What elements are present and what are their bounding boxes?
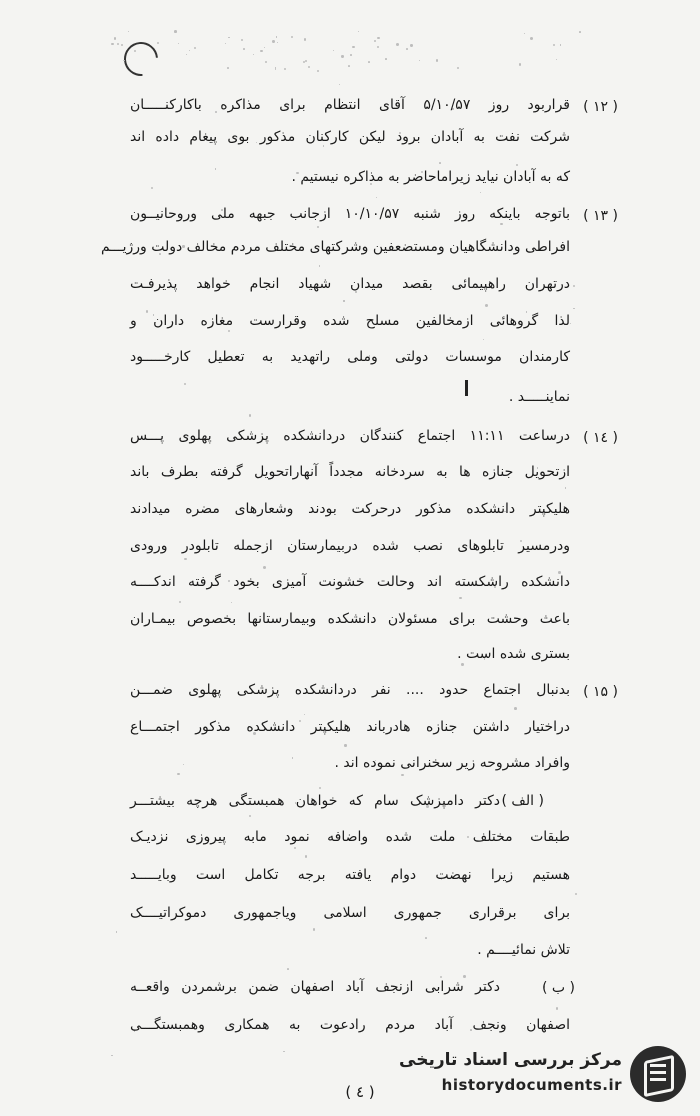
scan-speckle bbox=[483, 339, 484, 340]
text-line: وافراد مشروحه زیر سخنرانی نموده اند . bbox=[334, 755, 570, 771]
scan-speckle bbox=[177, 773, 179, 775]
text-line: باتوجه باینکه روز شنبه ۱۰/۱۰/۵۷ ازجانب جبهه ملی وروحانیــون bbox=[130, 206, 570, 222]
scan-speckle bbox=[348, 65, 350, 67]
scan-speckle bbox=[121, 44, 123, 46]
scan-speckle bbox=[241, 39, 243, 41]
scan-speckle bbox=[344, 744, 346, 746]
scan-speckle bbox=[111, 43, 114, 46]
text-line: دکتر دامپزشک سام که خواهان همبستگی هرچه بیشتـــر bbox=[130, 793, 500, 809]
scan-speckle bbox=[228, 37, 230, 39]
scan-speckle bbox=[457, 67, 459, 69]
scan-speckle bbox=[249, 414, 251, 416]
scan-speckle bbox=[352, 46, 355, 49]
text-line: هلیکپتر دانشکده مذکور درحرکت بودند وشعارهای مضره میدادند bbox=[130, 501, 570, 517]
page-number: ( ٤ ) bbox=[345, 1083, 375, 1101]
scan-speckle bbox=[480, 192, 481, 193]
text-line: اصفهان ونجف آباد مردم رادعوت به همکاری وهمبستگـــی bbox=[130, 1017, 570, 1033]
text-line: شرکت نفت به آبادان برود لیکن کارکنان مذکور بوی پیغام داده اند bbox=[130, 129, 570, 145]
scan-speckle bbox=[579, 31, 581, 33]
text-line: لذا گروهائی ازمخالفین مسلح شده وقرارست مغازه داران و bbox=[130, 313, 570, 329]
text-line: که به آبادان نیاید زیراماحاضر به مذاکره نیستیم . bbox=[291, 169, 570, 185]
scan-speckle bbox=[277, 42, 278, 43]
text-line: ودرمسیر تابلوهای نصب شده دربیمارستان ازجمله تابلودر ورودی bbox=[130, 538, 570, 554]
scan-speckle bbox=[570, 323, 571, 324]
scan-speckle bbox=[425, 937, 427, 939]
scan-speckle bbox=[461, 663, 464, 666]
scan-speckle bbox=[283, 1051, 284, 1052]
scan-speckle bbox=[368, 61, 370, 63]
text-line: دکتر شرابی ازنجف آباد اصفهان ضمن برشمردن واقعــه bbox=[130, 979, 500, 995]
scan-speckle bbox=[339, 84, 340, 85]
scan-speckle bbox=[304, 714, 305, 715]
scan-speckle bbox=[333, 50, 335, 52]
text-line: برای برقراری جمهوری اسلامی ویاجمهوری دموکراتیــــک bbox=[130, 905, 570, 921]
scan-speckle bbox=[260, 50, 262, 52]
scan-speckle bbox=[305, 855, 308, 858]
text-line: بستری شده است . bbox=[457, 646, 570, 662]
text-line: ازتحویل جنازه ها به سردخانه مجدداً آنهاراتحویل گرفته بطرف باند bbox=[130, 464, 570, 480]
scan-speckle bbox=[530, 37, 533, 40]
scan-speckle bbox=[439, 162, 441, 164]
text-line: افراطی ودانشگاهیان ومستضعفین وشرکتهای مختلف مردم مخالف دولت ورژیـــم bbox=[100, 239, 570, 255]
item-number-13: ( ۱۳ ) bbox=[583, 208, 618, 224]
scan-speckle bbox=[284, 68, 286, 70]
scan-speckle bbox=[553, 44, 555, 46]
scan-speckle bbox=[319, 787, 321, 789]
scan-speckle bbox=[228, 330, 230, 332]
scan-speckle bbox=[111, 1055, 112, 1056]
watermark-url: historydocuments.ir bbox=[441, 1076, 622, 1094]
item-number-14: ( ۱٤ ) bbox=[583, 430, 618, 446]
scan-speckle bbox=[565, 487, 567, 489]
scan-speckle bbox=[249, 815, 251, 817]
sub-item-be: ( ب ) bbox=[541, 980, 575, 996]
text-line: طبقات مختلف ملت شده واضافه نمود مابه پیروزی نزدیـک bbox=[130, 829, 570, 845]
scan-speckle bbox=[556, 59, 557, 60]
scan-speckle bbox=[265, 61, 267, 63]
scan-speckle bbox=[485, 304, 488, 307]
scan-speckle bbox=[291, 36, 293, 38]
scan-speckle bbox=[406, 48, 408, 50]
scan-speckle bbox=[305, 60, 307, 62]
text-line: قراربود روز ۵/۱۰/۵۷ آقای انتظام برای مذاکره باکارکنـــــان bbox=[130, 97, 570, 113]
watermark-title: مرکز بررسی اسناد تاریخی bbox=[399, 1050, 622, 1070]
scan-speckle bbox=[385, 58, 387, 60]
scan-speckle bbox=[358, 31, 359, 32]
item-number-12: ( ۱۲ ) bbox=[583, 99, 618, 115]
scan-speckle bbox=[194, 47, 197, 50]
scan-speckle bbox=[184, 383, 186, 385]
scan-speckle bbox=[272, 40, 275, 43]
scan-speckle bbox=[377, 46, 379, 48]
scan-speckle bbox=[304, 38, 307, 41]
text-line: باعث وحشت برای مسئولان دانشکده وبیمارستانها بخصوص بیمـاران bbox=[130, 611, 570, 627]
scan-speckle bbox=[436, 59, 439, 62]
scan-speckle bbox=[275, 69, 276, 70]
scan-speckle bbox=[178, 43, 179, 44]
scan-speckle bbox=[225, 43, 226, 44]
scan-speckle bbox=[114, 37, 116, 39]
scan-speckle bbox=[575, 893, 577, 895]
scan-speckle bbox=[184, 558, 186, 560]
scan-speckle bbox=[410, 44, 412, 46]
scan-speckle bbox=[263, 566, 266, 569]
scan-speckle bbox=[151, 187, 153, 189]
scan-speckle bbox=[117, 43, 119, 45]
scan-speckle bbox=[341, 55, 343, 57]
scan-speckle bbox=[179, 601, 181, 603]
text-line: دراختیار داشتن جنازه هادرباند هلیکپتر دانشکده مذکور اجتمـــاع bbox=[130, 719, 570, 735]
scan-speckle bbox=[186, 54, 187, 55]
text-line: نماینـــــد . bbox=[508, 389, 570, 405]
scan-speckle bbox=[116, 931, 117, 932]
scan-speckle bbox=[524, 33, 525, 34]
scan-speckle bbox=[294, 847, 296, 849]
scan-speckle bbox=[459, 597, 462, 600]
scan-speckle bbox=[350, 54, 352, 56]
scan-speckle bbox=[317, 226, 319, 228]
text-line: درساعت ۱۱:۱۱ اجتماع کنندگان دردانشکده پزشکی پهلوی پـــس bbox=[130, 428, 570, 444]
scan-speckle bbox=[174, 30, 177, 33]
sub-item-alef: ( الف ) bbox=[501, 793, 544, 809]
scan-speckle bbox=[243, 48, 245, 50]
scan-speckle bbox=[401, 774, 404, 777]
scan-speckle bbox=[157, 42, 159, 44]
scan-speckle bbox=[519, 63, 521, 65]
text-line: درتهران راهپیمائی بقصد میدان شهیاد انجام خواهد پذیرفـت bbox=[130, 276, 570, 292]
scan-speckle bbox=[343, 300, 344, 301]
scan-speckle bbox=[573, 285, 576, 288]
scan-speckle bbox=[573, 308, 574, 309]
archive-watermark bbox=[399, 1044, 686, 1104]
scan-speckle bbox=[374, 40, 376, 42]
scan-speckle bbox=[287, 968, 289, 970]
archive-logo-icon bbox=[630, 1046, 686, 1102]
scan-speckle bbox=[377, 37, 380, 40]
scan-speckle bbox=[317, 70, 319, 72]
text-line: بدنبال اجتماع حدود .... نفر دردانشکده پزشکی پهلوی ضمـــن bbox=[130, 682, 570, 698]
scan-speckle bbox=[556, 1007, 559, 1010]
scan-speckle bbox=[231, 602, 232, 603]
scan-speckle bbox=[276, 36, 278, 38]
scan-speckle bbox=[313, 928, 315, 930]
item-number-15: ( ۱۵ ) bbox=[583, 684, 618, 700]
text-line: هستیم زیرا نهضت دوام یافته برجه تکامل است وبایـــــد bbox=[130, 867, 570, 883]
scan-speckle bbox=[516, 164, 518, 166]
scan-speckle bbox=[253, 54, 254, 55]
text-line: دانشکده راشکسته اند وحالت خشونت آمیزی بخود گرفته اندکــــه bbox=[130, 574, 570, 590]
text-line: کارمندان موسسات دولتی وملی راتهدید به تعطیل کارخـــــود bbox=[130, 349, 570, 365]
scan-speckle bbox=[189, 50, 190, 51]
scan-speckle bbox=[376, 197, 377, 198]
scan-speckle bbox=[560, 44, 562, 46]
scan-speckle bbox=[227, 67, 229, 69]
scan-speckle bbox=[319, 265, 320, 266]
scan-speckle bbox=[419, 60, 420, 61]
text-line: تلاش نمائیــــم . bbox=[477, 942, 570, 958]
scan-speckle bbox=[308, 66, 310, 68]
scan-speckle bbox=[396, 43, 399, 46]
scan-speckle bbox=[128, 31, 129, 32]
scan-speckle bbox=[264, 47, 265, 48]
scan-speckle bbox=[514, 707, 517, 710]
